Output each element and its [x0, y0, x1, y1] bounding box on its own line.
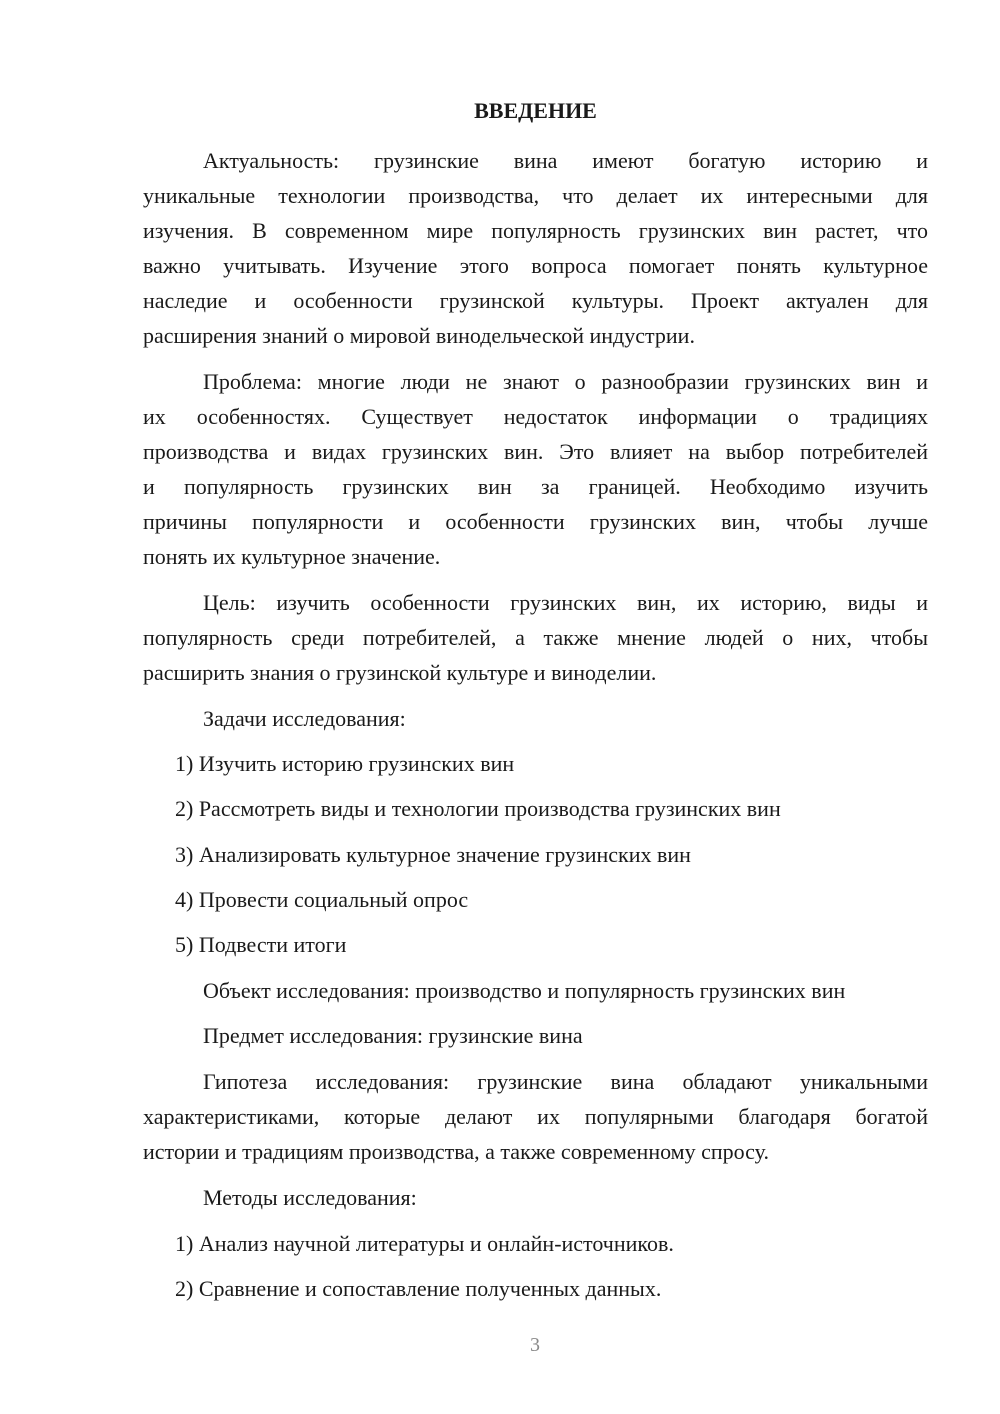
paragraph-line: Актуальность: грузинские вина имеют богатую историю и	[203, 148, 928, 173]
methods-heading: Методы исследования:	[203, 1185, 417, 1210]
method-item: 2) Сравнение и сопоставление полученных данных.	[175, 1276, 662, 1301]
paragraph-line: характеристиками, которые делают их популярными благодаря богатой	[143, 1104, 928, 1129]
page-number: 3	[530, 1334, 540, 1356]
tasks-heading: Задачи исследования:	[203, 706, 406, 731]
paragraph-line: расширить знания о грузинской культуре и виноделии.	[143, 660, 657, 685]
paragraph-line: важно учитывать. Изучение этого вопроса помогает понять культурное	[143, 253, 928, 278]
section-title: ВВЕДЕНИЕ	[474, 98, 597, 123]
task-item: 2) Рассмотреть виды и технологии производства грузинских вин	[175, 796, 781, 821]
relevance-paragraph	[143, 143, 928, 353]
paragraph-line: производства и видах грузинских вин. Это влияет на выбор потребителей	[143, 439, 928, 464]
paragraph-line: их особенностях. Существует недостаток информации о традициях	[143, 404, 928, 429]
paragraph-line: наследие и особенности грузинской культуры. Проект актуален для	[143, 288, 928, 313]
paragraph-line: уникальные технологии производства, что делает их интересными для	[143, 183, 928, 208]
paragraph-line: популярность среди потребителей, а также мнение людей о них, чтобы	[143, 625, 928, 650]
paragraph-line: и популярность грузинских вин за границей. Необходимо изучить	[143, 474, 928, 499]
paragraph-line: Цель: изучить особенности грузинских вин, их историю, виды и	[203, 590, 928, 615]
method-item: 1) Анализ научной литературы и онлайн-источников.	[175, 1231, 674, 1256]
problem-paragraph	[143, 364, 928, 574]
paragraph-line: Проблема: многие люди не знают о разнообразии грузинских вин и	[203, 369, 928, 394]
paragraph-line: причины популярности и особенности грузинских вин, чтобы лучше	[143, 509, 928, 534]
task-item: 4) Провести социальный опрос	[175, 887, 469, 912]
research-object: Объект исследования: производство и популярность грузинских вин	[203, 978, 846, 1003]
task-item: 3) Анализировать культурное значение грузинских вин	[175, 842, 691, 867]
task-item: 5) Подвести итоги	[175, 932, 347, 957]
hypothesis-paragraph	[143, 1064, 928, 1169]
research-subject: Предмет исследования: грузинские вина	[203, 1023, 583, 1048]
paragraph-line: понять их культурное значение.	[143, 544, 441, 569]
task-item: 1) Изучить историю грузинских вин	[175, 751, 515, 776]
paragraph-line: Гипотеза исследования: грузинские вина обладают уникальными	[203, 1069, 928, 1094]
paragraph-line: истории и традициям производства, а также современному спросу.	[143, 1139, 769, 1164]
goal-paragraph	[143, 585, 928, 690]
paragraph-line: изучения. В современном мире популярность грузинских вин растет, что	[143, 218, 928, 243]
paragraph-line: расширения знаний о мировой винодельческой индустрии.	[143, 323, 695, 348]
